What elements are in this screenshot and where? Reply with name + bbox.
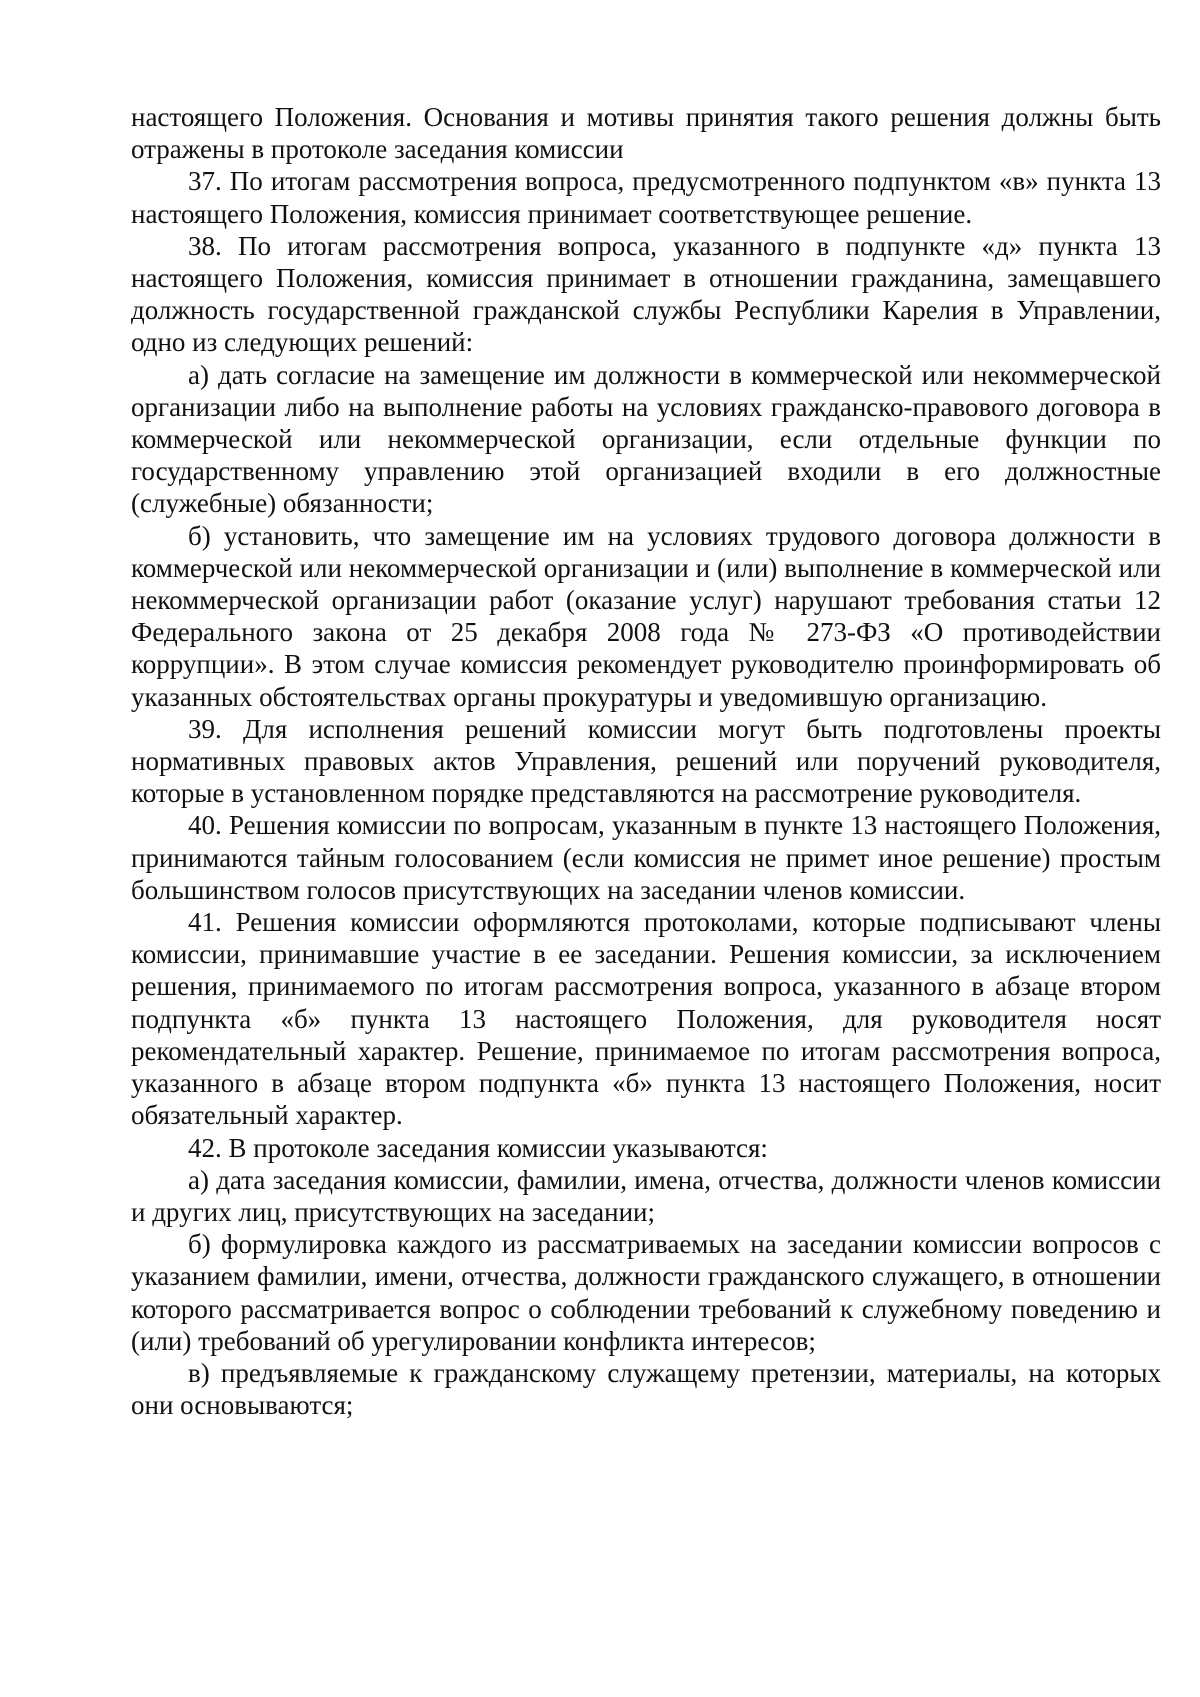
paragraph-continuation: настоящего Положения. Основания и мотивы принятия такого решения должны быть отражены в протоколе заседания комиссии <box>131 102 1161 165</box>
paragraph-item-42-v: в) предъявляемые к гражданскому служащему претензии, материалы, на которых они основываются; <box>131 1357 1161 1421</box>
document-body <box>131 101 1161 1421</box>
paragraph-item-41: 41. Решения комиссии оформляются протоколами, которые подписывают члены комиссии, принимавшие участие в ее заседании. Решения комиссии, за исключением решения, принимаемого по итогам рассмотрения вопроса, указанного в абзаце втором подпункта «б» пункта 13 настоящего Положения, для руководителя носят рекомендательный характер. Решение, принимаемое по итогам рассмотрения вопроса, указанного в абзаце втором подпункта «б» пункта 13 настоящего Положения, носит обязательный характер. <box>131 907 1161 1131</box>
paragraph-item-37: 37. По итогам рассмотрения вопроса, предусмотренного подпунктом «в» пункта 13 настоящего Положения, комиссия принимает соответствующее решение. <box>131 166 1161 229</box>
paragraph-item-38-b: б) установить, что замещение им на условиях трудового договора должности в коммерческой или некоммерческой организации и (или) выполнение в коммерческой или некоммерческой организации работ (оказание услуг) нарушают требования статьи 12 Федерального закона от 25 декабря 2008 года № 273-ФЗ «О противодействии коррупции». В этом случае комиссия рекомендует руководителю проинформировать об указанных обстоятельствах органы прокуратуры и уведомившую организацию. <box>131 520 1161 712</box>
paragraph-item-39: 39. Для исполнения решений комиссии могут быть подготовлены проекты нормативных правовых актов Управления, решений или поручений руководителя, которые в установленном порядке представляются на рассмотрение руководителя. <box>131 713 1161 809</box>
paragraph-item-38-a: а) дать согласие на замещение им должности в коммерческой или некоммерческой организации либо на выполнение работы на условиях гражданско-правового договора в коммерческой или некоммерческой организации, если отдельные функции по государственному управлению этой организацией входили в его должностные (служебные) обязанности; <box>131 359 1161 519</box>
paragraph-item-42-b: б) формулировка каждого из рассматриваемых на заседании комиссии вопросов с указанием фамилии, имени, отчества, должности гражданского служащего, в отношении которого рассматривается вопрос о соблюдении требований к служебному поведению и (или) требований об урегулировании конфликта интересов; <box>131 1229 1161 1356</box>
paragraph-item-42: 42. В протоколе заседания комиссии указываются: <box>188 1132 768 1163</box>
paragraph-item-42-a: а) дата заседания комиссии, фамилии, имена, отчества, должности членов комиссии и других лиц, присутствующих на заседании; <box>131 1164 1161 1227</box>
paragraph-item-38: 38. По итогам рассмотрения вопроса, указанного в подпункте «д» пункта 13 настоящего Положения, комиссия принимает в отношении гражданина, замещавшего должность государственной гражданской службы Республики Карелия в Управлении, одно из следующих решений: <box>131 230 1161 358</box>
paragraph-item-40: 40. Решения комиссии по вопросам, указанным в пункте 13 настоящего Положения, принимаются тайным голосованием (если комиссия не примет иное решение) простым большинством голосов присутствующих на заседании членов комиссии. <box>131 810 1161 905</box>
